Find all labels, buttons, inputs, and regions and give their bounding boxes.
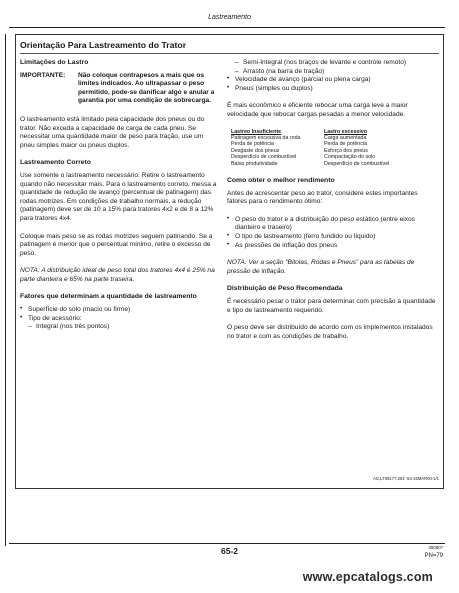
list-item: • Velocidade de avanço (parcial ou plena carga) [227,76,436,85]
list-item: • Superfície do solo (macio ou firme) [20,306,218,315]
list-item: • Tipo de acessório: [20,315,218,324]
footer-date: 050807 [428,545,443,550]
list-item: • As pressões de inflação dos pneus [227,242,436,251]
paragraph-adjust: Coloque mais peso se as rodas motrizes seguem patinando. Se a patinagem é menor que o percentual mínimo, retire o excesso de peso. [20,232,213,257]
margin-rule [5,34,6,546]
paragraph-before-adding: Antes de acrescentar peso ao trator, considere estes importantes fatores para o rendimento ótimo: [227,189,418,206]
heading-factors: Fatores que determinam a quantidade de lastreamento [20,293,197,301]
table-cell: Desgaste dos pneus [231,147,280,154]
important-notice [20,72,218,106]
table-cell: Compactação do solo [324,154,376,161]
list-item: – Semi-Integral (nos braços de levante e controle remoto) [227,59,436,68]
list-item: – Arrasto (na barra de tração) [227,68,436,77]
note-label: NOTA: [20,267,40,275]
heading-weight-distribution: Distribuição de Peso Recomendada [227,285,343,293]
factors-list-continued [227,59,436,93]
table-cell: Esforço dos pneus [324,147,368,154]
paragraph-capacity: O lastreamento está limitado pela capacidade dos pneus ou do trator. Não exceda a capacidade de carga de cada pneu. Se necessitar uma quantidade maior de peso para tração, use um pneu simples maior ou pneus duplos. [20,115,205,149]
list-item: – Integral (nos três pontos) [20,323,218,332]
header-rule [9,27,445,28]
running-header: Lastreamento [208,14,251,21]
left-column [20,59,218,341]
paragraph-weigh-tractor: É necessário pesar o trator para determinar com precisão a quantidade e tipo de lastreamento requerido. [227,297,436,314]
table-cell: Baixa produtividade [231,160,278,167]
content-frame [15,34,444,489]
table-header: Lastreo Insuficiente [231,128,282,135]
table-cell: Carga aumentada [324,134,367,141]
heading-best-performance: Como obter o melhor rendimento [227,177,335,184]
table-cell: Patinagem excessiva da roda [231,134,301,141]
list-item: • O tipo de lastreamento (ferro fundido ou líquido) [227,233,436,242]
important-text: Não coloque contrapesos a mais que os limites indicados. Ao ultrapassar o peso permitido, pode-se danificar algo e anular a garantia por uma condição de sobrecarga. [78,71,215,105]
note-text: A distribuição ideal de peso total dos tratores 4x4 é 25% na parte dianteira e 65% na parte traseira. [20,267,215,283]
note-distribution [20,267,218,284]
title-rule [20,53,439,54]
note-text: Ver a seção “Bitolas, Rodas e Pneus” para as tabelas de pressão de inflação. [227,259,415,275]
paragraph-economy: É mais econômico e eficiente rebocar uma carga leve a maior velocidade que rebocar cargas pesadas a menor velocidade. [227,102,408,118]
right-column [227,59,436,350]
table-header: Lastro excessivo [324,128,367,135]
footer-pn: PN=79 [424,553,443,559]
important-label: IMPORTANTE: [20,71,66,79]
list-item: • O peso do trator e a distribuição do peso estático (entre eixos dianteiro e traseiro) [227,216,436,233]
table-column-excessive [324,129,389,167]
footer-rule [9,543,445,544]
heading-limits: Limitações do Lastro [20,59,89,66]
watermark-logo: www.epcatalogs.com [302,570,433,584]
table-cell: Desperdício de combustível [324,160,390,167]
list-item: • Pneus (simples ou duplos) [227,85,436,94]
table-cell: Perda de potência [231,141,274,148]
performance-factors-list [227,216,436,250]
heading-correct: Lastreamento Correto [20,159,92,167]
note-tire-pressure [227,259,436,276]
paragraph-distribute-weight: O peso deve ser distribuído de acordo com os implementos instalados no trator e com as condições de trabalho. [227,324,433,340]
note-label: NOTA: [227,259,247,267]
table-column-insufficient [227,129,324,167]
factors-list [20,306,218,332]
table-cell: Perda de potência [324,141,367,148]
ballast-comparison-table [227,129,436,167]
page-number: 65-2 [220,546,238,556]
reference-code: AG,LT08177,204 -54-15MAR00-1/1 [372,476,439,481]
paragraph-correct: Use somente o lastreamento necessário. Retire o lastreamento quando não necessitar mais. Para o lastreamento correto, messa a quantidade de redução de avanço (percentual de patinagem) das rodas motrizes. Em condições de trabalho normais, a redução (patinagem) deve ser de 10 a 15% para tratores 4x2 e de 8 a 12% para tratores 4x4. [20,171,217,222]
table-cell: Desperdício de combustível [231,154,297,161]
section-title: Orientação Para Lastreamento do Trator [20,40,187,50]
